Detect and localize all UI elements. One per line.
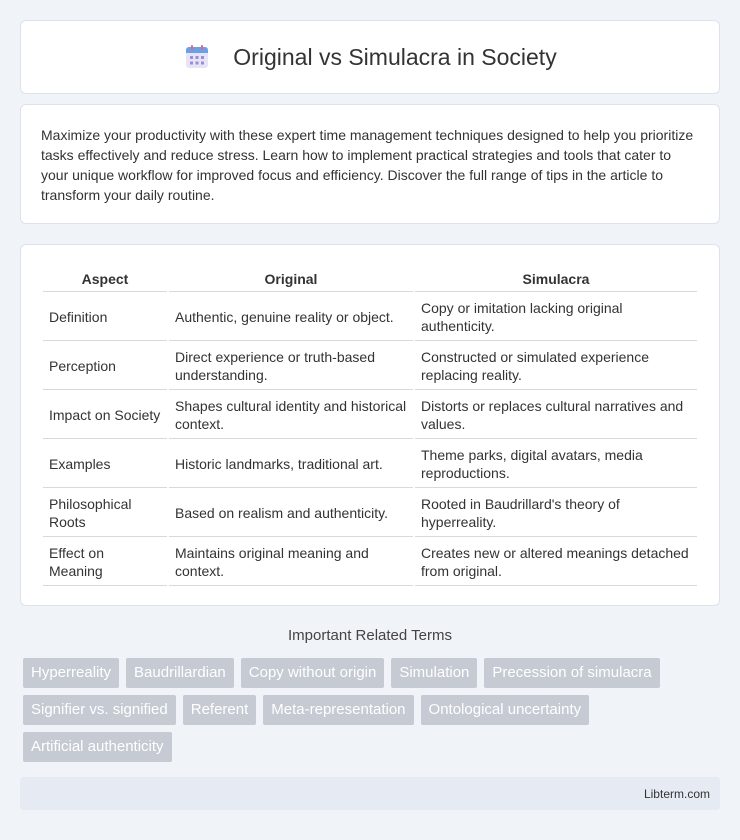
table-cell: Based on realism and authenticity. bbox=[169, 490, 413, 537]
footer-site-link[interactable]: Libterm.com bbox=[643, 786, 710, 801]
table-cell: Examples bbox=[43, 441, 167, 488]
table-row bbox=[43, 343, 697, 390]
header-card bbox=[20, 20, 720, 94]
table-cell: Copy or imitation lacking original authenticity. bbox=[415, 294, 697, 341]
table-row bbox=[43, 392, 697, 439]
comparison-table bbox=[41, 265, 699, 588]
table-cell: Historic landmarks, traditional art. bbox=[169, 441, 413, 488]
table-header-row bbox=[43, 267, 697, 292]
table-cell: Theme parks, digital avatars, media reproductions. bbox=[415, 441, 697, 488]
related-term-tag[interactable]: Artificial authenticity bbox=[23, 732, 172, 762]
table-cell: Philosophical Roots bbox=[43, 490, 167, 537]
table-cell: Impact on Society bbox=[43, 392, 167, 439]
intro-text: Maximize your productivity with these expert time management techniques designed to help you prioritize tasks effectively and reduce stress. Learn how to implement practical strategies and tools that cater to your unique workflow for improved focus and efficiency. Discover the full range of tips in the article to transform your daily routine. bbox=[41, 127, 694, 203]
table-cell: Distorts or replaces cultural narratives and values. bbox=[415, 392, 697, 439]
related-term-tag[interactable]: Referent bbox=[183, 695, 257, 725]
table-cell: Shapes cultural identity and historical context. bbox=[169, 392, 413, 439]
table-cell: Direct experience or truth-based understanding. bbox=[169, 343, 413, 390]
related-term-tag[interactable]: Baudrillardian bbox=[126, 658, 234, 688]
table-cell: Rooted in Baudrillard's theory of hyperreality. bbox=[415, 490, 697, 537]
page-title: Original vs Simulacra in Society bbox=[233, 43, 557, 70]
related-term-tag[interactable]: Hyperreality bbox=[23, 658, 119, 688]
table-cell: Constructed or simulated experience replacing reality. bbox=[415, 343, 697, 390]
table-cell: Perception bbox=[43, 343, 167, 390]
table-cell: Maintains original meaning and context. bbox=[169, 539, 413, 586]
table-cell: Authentic, genuine reality or object. bbox=[169, 294, 413, 341]
related-term-tag[interactable]: Precession of simulacra bbox=[484, 658, 659, 688]
column-header-aspect: Aspect bbox=[43, 267, 167, 292]
related-terms-title: Important Related Terms bbox=[288, 627, 452, 644]
related-term-tag[interactable]: Ontological uncertainty bbox=[421, 695, 590, 725]
column-header-original: Original bbox=[169, 267, 413, 292]
calendar-icon bbox=[183, 43, 211, 71]
related-term-tag[interactable]: Meta-representation bbox=[263, 695, 413, 725]
table-row bbox=[43, 294, 697, 341]
related-term-tag[interactable]: Signifier vs. signified bbox=[23, 695, 176, 725]
intro-card bbox=[20, 104, 720, 224]
related-term-tag[interactable]: Copy without origin bbox=[241, 658, 385, 688]
table-row bbox=[43, 441, 697, 488]
column-header-simulacra: Simulacra bbox=[415, 267, 697, 292]
table-row bbox=[43, 539, 697, 586]
table-cell: Creates new or altered meanings detached from original. bbox=[415, 539, 697, 586]
comparison-table-card bbox=[20, 244, 720, 606]
table-cell: Effect on Meaning bbox=[43, 539, 167, 586]
footer bbox=[20, 777, 720, 810]
table-cell: Definition bbox=[43, 294, 167, 341]
related-term-tag[interactable]: Simulation bbox=[391, 658, 477, 688]
related-terms-list bbox=[23, 658, 723, 762]
table-row bbox=[43, 490, 697, 537]
